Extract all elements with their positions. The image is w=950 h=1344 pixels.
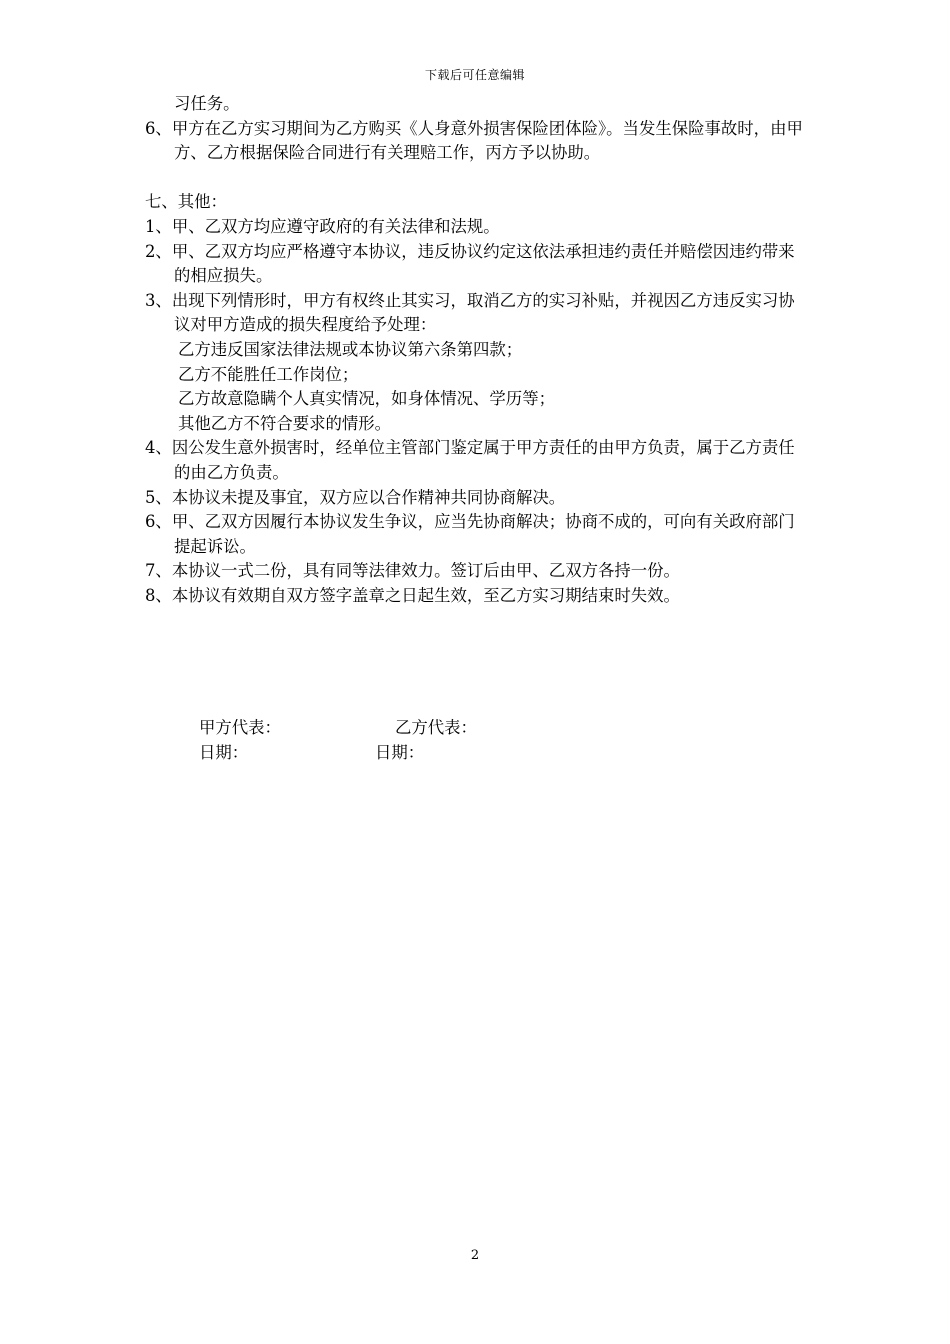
- spacer: [145, 166, 810, 191]
- sub-clause: 乙方违反国家法律法规或本协议第六条第四款；: [178, 339, 523, 359]
- agreement-body: [145, 92, 810, 608]
- party-b-representative: 乙方代表：: [395, 718, 477, 737]
- clause-paragraph: 6、甲、乙双方因履行本协议发生争议，应当先协商解决；协商不成的，可向有关政府部门提起诉讼。: [145, 512, 795, 556]
- clause-paragraph: 6、甲方在乙方实习期间为乙方购买《人身意外损害保险团体险》。当发生保险事故时，由甲方、乙方根据保险合同进行有关理赔工作，丙方予以协助。: [145, 118, 803, 163]
- page-header: 下载后可任意编辑: [424, 68, 525, 82]
- clause-paragraph: 4、因公发生意外损害时，经单位主管部门鉴定属于甲方责任的由甲方负责，属于乙方责任的由乙方负责。: [145, 438, 795, 482]
- party-b-date: 日期：: [375, 743, 425, 762]
- clause-paragraph: 2、甲、乙双方均应严格遵守本协议，违反协议约定这依法承担违约责任并赔偿因违约带来的相应损失。: [145, 241, 795, 286]
- sub-clause: 乙方不能胜任工作岗位；: [178, 364, 359, 384]
- clause-paragraph: 5、本协议未提及事宜，双方应以合作精神共同协商解决。: [145, 487, 566, 507]
- clause-paragraph: 7、本协议一式二份，具有同等法律效力。签订后由甲、乙双方各持一份。: [145, 561, 680, 581]
- clause-paragraph: 8、本协议有效期自双方签字盖章之日起生效，至乙方实习期结束时失效。: [145, 585, 680, 605]
- page-number: 2: [470, 1248, 480, 1263]
- clause-paragraph: 习任务。: [174, 94, 240, 113]
- sub-clause: 乙方故意隐瞒个人真实情况，如身体情况、学历等；: [178, 389, 555, 409]
- party-a-representative: 甲方代表：: [199, 718, 281, 737]
- clause-paragraph: 3、出现下列情形时，甲方有权终止其实习，取消乙方的实习补贴，并视因乙方违反实习协议对甲方造成的损失程度给予处理：: [145, 290, 795, 335]
- party-a-date: 日期：: [199, 743, 249, 762]
- signature-block: [199, 716, 599, 766]
- clause-paragraph: 1、甲、乙双方均应遵守政府的有关法律和法规。: [145, 216, 500, 236]
- sub-clause: 其他乙方不符合要求的情形。: [178, 413, 392, 433]
- clause-paragraph: 七、其他：: [145, 192, 227, 212]
